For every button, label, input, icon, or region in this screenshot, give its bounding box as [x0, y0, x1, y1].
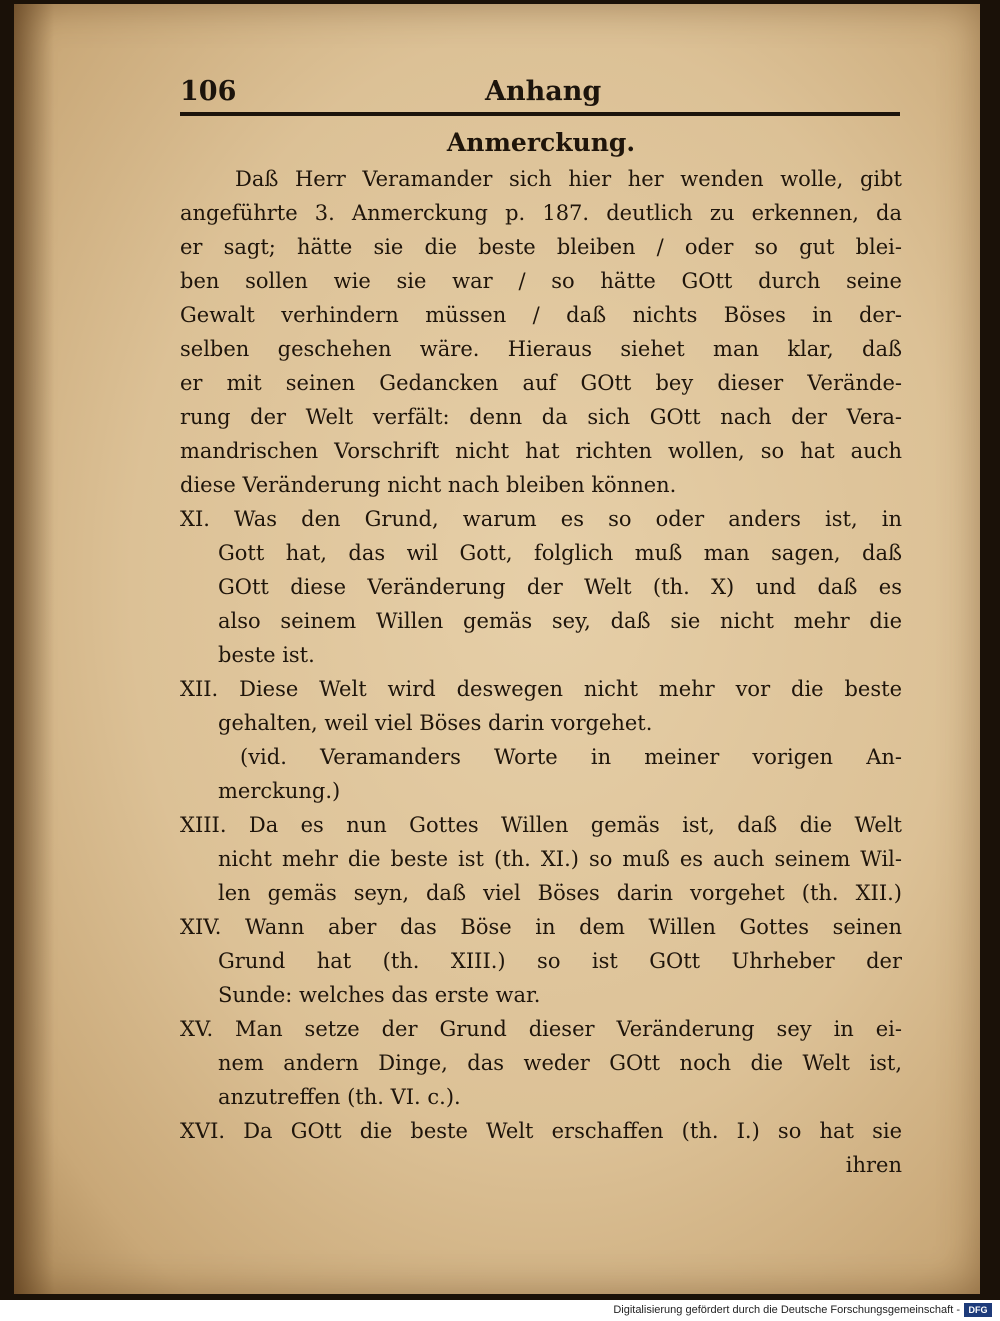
paragraph-xv	[180, 1012, 902, 1114]
paragraph-xiii	[180, 808, 902, 910]
funding-credit: Digitalisierung gefördert durch die Deutsche Forschungsgemeinschaft -	[613, 1304, 960, 1316]
text-line: ben sollen wie sie war / so hätte GOtt durch seine	[180, 269, 902, 293]
paragraph-xiv	[180, 910, 902, 1012]
text-line: Sunde: welches das erste war.	[218, 983, 541, 1007]
text-line: er mit seinen Gedancken auf GOtt bey dieser Verände-	[180, 371, 902, 395]
text-line: Grund hat (th. XIII.) so ist GOtt Uhrheber der	[218, 949, 902, 973]
text-line: XIV. Wann aber das Böse in dem Willen Gottes seinen	[180, 915, 902, 939]
paragraph-anmerckung	[180, 162, 902, 502]
text-line: XI. Was den Grund, warum es so oder anders ist, in	[180, 507, 902, 531]
page-text	[180, 124, 902, 1182]
text-line: mandrischen Vorschrift nicht hat richten wollen, so hat auch	[180, 439, 902, 463]
dfg-logo: DFG	[964, 1303, 992, 1317]
text-line: (vid. Veramanders Worte in meiner vorigen An-	[240, 745, 902, 769]
text-line: diese Veränderung nicht nach bleiben können.	[180, 473, 677, 497]
text-line: angeführte 3. Anmerckung p. 187. deutlich zu erkennen, da	[180, 201, 902, 225]
text-line: XV. Man setze der Grund dieser Veränderung sey in ei-	[180, 1017, 902, 1041]
text-line: Gott hat, das wil Gott, folglich muß man sagen, daß	[218, 541, 902, 565]
text-line: er sagt; hätte sie die beste bleiben / oder so gut blei-	[180, 235, 902, 259]
text-line: beste ist.	[218, 643, 315, 667]
paragraph-xii	[180, 672, 902, 808]
text-line: nicht mehr die beste ist (th. XI.) so muß es auch seinem Wil-	[218, 847, 902, 871]
text-line: len gemäs seyn, daß viel Böses darin vorgehet (th. XII.)	[218, 881, 902, 905]
footer-bar	[0, 1300, 1000, 1321]
header-rule	[180, 112, 900, 116]
page-header	[180, 76, 902, 116]
text-line: nem andern Dinge, das weder GOtt noch die Welt ist,	[218, 1051, 902, 1075]
section-title: Anmerckung.	[446, 128, 636, 157]
text-line: merckung.)	[218, 779, 341, 803]
text-line: gehalten, weil viel Böses darin vorgehet.	[218, 711, 653, 735]
paragraph-xi	[180, 502, 902, 672]
running-head: Anhang	[485, 76, 602, 107]
paragraph-xvi	[180, 1114, 902, 1182]
text-line: XVI. Da GOtt die beste Welt erschaffen (th. I.) so hat sie	[180, 1119, 902, 1143]
text-line: Daß Herr Veramander sich hier her wenden wolle, gibt	[235, 167, 902, 191]
text-line: XII. Diese Welt wird deswegen nicht mehr vor die beste	[180, 677, 902, 701]
page-gutter-shadow	[14, 4, 54, 1294]
text-line: selben geschehen wäre. Hieraus siehet man klar, daß	[180, 337, 902, 361]
text-line: rung der Welt verfält: denn da sich GOtt nach der Vera-	[180, 405, 902, 429]
text-line: Gewalt verhindern müssen / daß nichts Böses in der-	[180, 303, 902, 327]
page-number: 106	[180, 76, 237, 107]
text-line: XIII. Da es nun Gottes Willen gemäs ist, daß die Welt	[180, 813, 902, 837]
text-line: also seinem Willen gemäs sey, daß sie nicht mehr die	[218, 609, 902, 633]
text-line: GOtt diese Veränderung der Welt (th. X) und daß es	[218, 575, 902, 599]
text-line: anzutreffen (th. VI. c.).	[218, 1085, 461, 1109]
catchword: ihren	[845, 1153, 902, 1177]
